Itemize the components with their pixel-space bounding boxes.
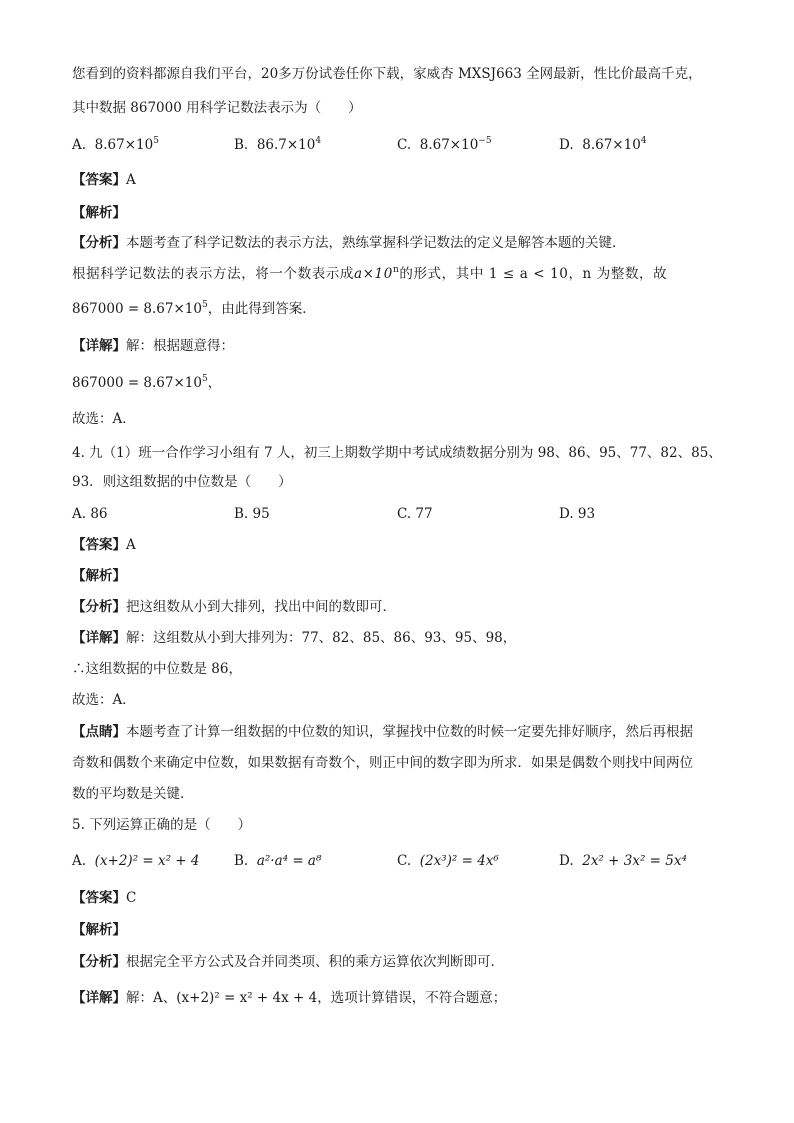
q5-stem: 5. 下列运算正确的是（ ） (72, 817, 252, 833)
q3-jiexi (72, 203, 126, 223)
q3-stem-line1: 您看到的资料都源自我们平台，20多万份试卷任你下载，家威杏 MXSJ663 全网最新，性比价最高千克， (72, 66, 702, 82)
dianjing-tag: 【点睛】 (72, 724, 126, 740)
fenxi-tag: 【分析】 (72, 954, 126, 970)
q4-dianjing-line1: 【点睛】本题考查了计算一组数据的中位数的知识，掌握找中位数的时候一定要先排好顺序，然后再根据 (72, 724, 693, 740)
xiangjie-tag: 【详解】 (72, 630, 126, 646)
q4-choose: 故选：A． (72, 692, 136, 708)
q3-options (72, 135, 724, 155)
analysis-tag: 【解析】 (72, 922, 126, 938)
q3-option-c: C. $8.67\times 10^{-5}$ (397, 136, 492, 153)
q4-dianjing-line2: 奇数和偶数个来确定中位数，如果数据有奇数个，则正中间的数字即为所求．如果是偶数个则找中间两位 (72, 755, 693, 771)
q4-option-b: B. 95 (234, 506, 270, 522)
q5-options (72, 851, 724, 871)
q3-method-line2: $867000 = 8.67\times 10^5$，由此得到答案． (72, 300, 316, 317)
q4-options (72, 504, 724, 524)
q4-therefore: ∴这组数据的中位数是 86， (72, 661, 242, 677)
answer-tag: 【答案】 (72, 890, 126, 906)
q4-fenxi: 【分析】把这组数从小到大排列，找出中间的数即可． (72, 599, 396, 615)
q3-stem-line2: 其中数据 867000 用科学记数法表示为（ ） (72, 100, 362, 116)
q5-option-d: D. 2x² + 3x² = 5x⁴ (559, 853, 687, 869)
q4-option-a: A. 86 (72, 506, 108, 522)
q4-dianjing-line3: 数的平均数是关键． (72, 786, 194, 802)
q3-fenxi: 【分析】本题考查了科学记数法的表示方法，熟练掌握科学记数法的定义是解答本题的关键． (72, 235, 626, 251)
analysis-tag: 【解析】 (72, 568, 126, 584)
q3-option-a: A. $8.67\times 10^5$ (72, 136, 159, 153)
q4-stem-line2: 93．则这组数据的中位数是（ ） (72, 474, 292, 490)
q5-fenxi: 【分析】根据完全平方公式及合并同类项、积的乘方运算依次判断即可． (72, 954, 504, 970)
q3-calc: $867000 = 8.67\times 10^5$， (72, 374, 222, 391)
answer-tag: 【答案】 (72, 172, 126, 188)
q5-jiexi (72, 920, 126, 940)
q4-answer: 【答案】A (72, 537, 136, 553)
q4-option-c: C. 77 (397, 506, 433, 522)
analysis-tag: 【解析】 (72, 205, 126, 221)
q5-option-a: A. (x+2)² = x² + 4 (72, 853, 200, 869)
q3-choose: 故选：A． (72, 411, 136, 427)
q3-option-b: B. $86.7\times 10^4$ (234, 136, 322, 153)
q3-xiangjie: 【详解】解：根据题意得： (72, 338, 234, 354)
fenxi-tag: 【分析】 (72, 599, 126, 615)
q3-method-line1: 根据科学记数法的表示方法，将一个数表示成$a\times 10^n$的形式，其中 1 ≤ a < 10，n 为整数，故 (72, 265, 668, 282)
q5-answer: 【答案】C (72, 890, 137, 906)
q5-option-c: C. (2x³)² = 4x⁶ (397, 853, 499, 869)
q4-xiangjie: 【详解】解：这组数从小到大排列为：77、82、85、86、93、95、98， (72, 630, 517, 646)
q5-option-b: B. a²·a⁴ = a⁸ (234, 853, 322, 869)
q5-xiangjie: 【详解】解：A、(x+2)² = x² + 4x + 4，选项计算错误，不符合题意； (72, 990, 507, 1006)
q3-answer: 【答案】A (72, 172, 136, 188)
q4-option-d: D. 93 (559, 506, 596, 522)
answer-tag: 【答案】 (72, 537, 126, 553)
q3-option-d: D. $8.67\times 10^4$ (559, 136, 647, 153)
fenxi-tag: 【分析】 (72, 235, 126, 251)
q4-stem-line1: 4. 九（1）班一合作学习小组有 7 人，初三上期数学期中考试成绩数据分别为 98、86、95、77、82、85、 (72, 445, 722, 461)
xiangjie-tag: 【详解】 (72, 338, 126, 354)
q4-jiexi (72, 566, 126, 586)
xiangjie-tag: 【详解】 (72, 990, 126, 1006)
